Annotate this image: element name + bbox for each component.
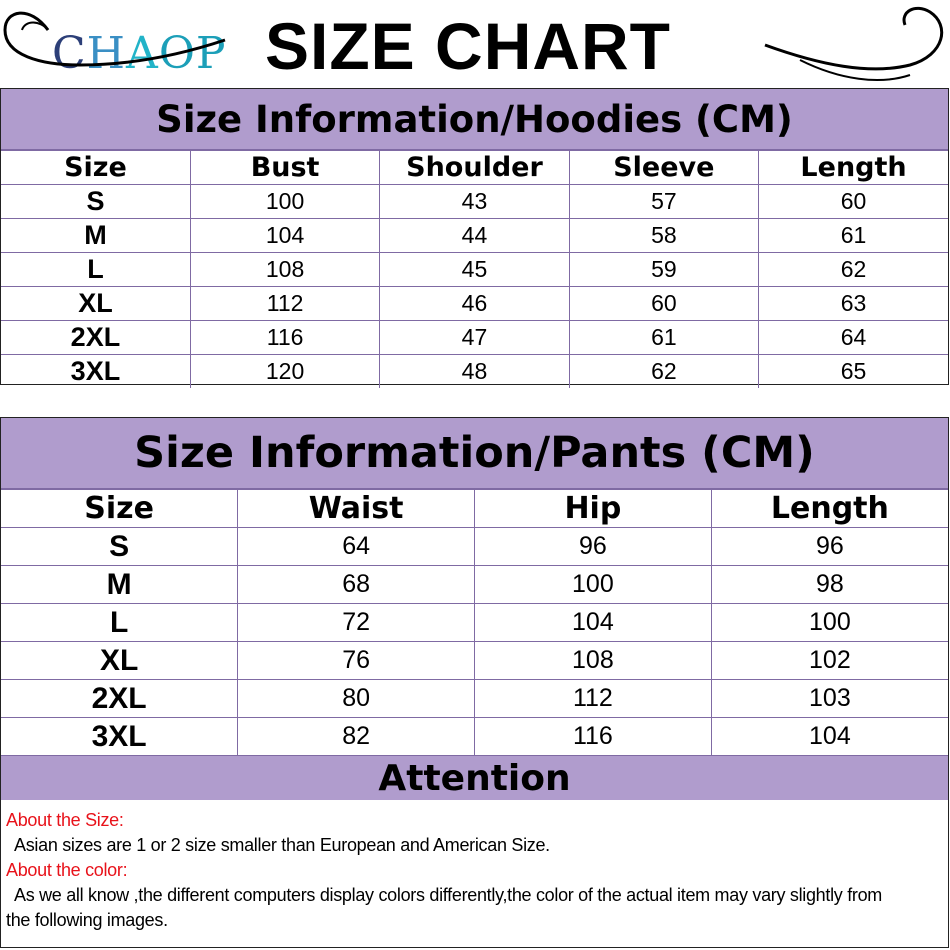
- measurement-cell: 44: [380, 219, 569, 253]
- column-header: Shoulder: [380, 151, 569, 185]
- size-cell: 3XL: [1, 718, 238, 756]
- measurement-cell: 62: [759, 253, 948, 287]
- pants-heading: Size Information/Pants (CM): [1, 418, 948, 489]
- table-row: [1, 253, 948, 287]
- measurement-cell: 104: [475, 604, 712, 642]
- hoodies-size-table: [0, 88, 949, 385]
- measurement-cell: 96: [711, 528, 948, 566]
- table-row: [1, 355, 948, 389]
- size-cell: L: [1, 604, 238, 642]
- measurement-cell: 72: [238, 604, 475, 642]
- measurement-cell: 48: [380, 355, 569, 389]
- measurement-cell: 80: [238, 680, 475, 718]
- measurement-cell: 108: [475, 642, 712, 680]
- color-note-text: As we all know ,the different computers display colors differently,the color of the actual item may vary slightly from: [14, 885, 882, 905]
- attention-notes: [1, 800, 948, 933]
- left-swirl-ornament: [0, 0, 230, 90]
- measurement-cell: 61: [569, 321, 758, 355]
- measurement-cell: 102: [711, 642, 948, 680]
- right-swirl-ornament: [760, 0, 950, 90]
- size-cell: 2XL: [1, 321, 190, 355]
- measurement-cell: 43: [380, 185, 569, 219]
- table-row: [1, 185, 948, 219]
- table-row: [1, 680, 948, 718]
- size-cell: S: [1, 185, 190, 219]
- size-cell: M: [1, 219, 190, 253]
- column-header: Size: [1, 490, 238, 528]
- size-cell: 3XL: [1, 355, 190, 389]
- measurement-cell: 45: [380, 253, 569, 287]
- logo-letter: A: [126, 28, 159, 79]
- logo-letter: OP: [158, 28, 227, 79]
- color-note-text-continued: the following images.: [6, 910, 168, 930]
- measurement-cell: 116: [475, 718, 712, 756]
- table-row: [1, 219, 948, 253]
- column-header: Length: [711, 490, 948, 528]
- measurement-cell: 60: [759, 185, 948, 219]
- size-cell: L: [1, 253, 190, 287]
- logo-letter: H: [86, 28, 127, 79]
- size-cell: 2XL: [1, 680, 238, 718]
- size-cell: M: [1, 566, 238, 604]
- measurement-cell: 62: [569, 355, 758, 389]
- table-row: [1, 642, 948, 680]
- column-header: Sleeve: [569, 151, 758, 185]
- measurement-cell: 46: [380, 287, 569, 321]
- size-cell: S: [1, 528, 238, 566]
- measurement-cell: 104: [711, 718, 948, 756]
- column-header: Hip: [475, 490, 712, 528]
- pants-header-row: [1, 490, 948, 528]
- measurement-cell: 82: [238, 718, 475, 756]
- table-row: [1, 287, 948, 321]
- hoodies-header-row: [1, 151, 948, 185]
- table-row: [1, 528, 948, 566]
- size-cell: XL: [1, 642, 238, 680]
- measurement-cell: 64: [759, 321, 948, 355]
- measurement-cell: 100: [475, 566, 712, 604]
- table-row: [1, 321, 948, 355]
- measurement-cell: 68: [238, 566, 475, 604]
- logo-letter: C: [52, 28, 87, 79]
- measurement-cell: 112: [190, 287, 379, 321]
- measurement-cell: 104: [190, 219, 379, 253]
- pants-size-table: [0, 417, 949, 948]
- measurement-cell: 96: [475, 528, 712, 566]
- column-header: Size: [1, 151, 190, 185]
- measurement-cell: 100: [711, 604, 948, 642]
- measurement-cell: 60: [569, 287, 758, 321]
- measurement-cell: 47: [380, 321, 569, 355]
- measurement-cell: 76: [238, 642, 475, 680]
- measurement-cell: 98: [711, 566, 948, 604]
- size-note-label: About the Size:: [6, 810, 124, 830]
- measurement-cell: 58: [569, 219, 758, 253]
- measurement-cell: 112: [475, 680, 712, 718]
- measurement-cell: 108: [190, 253, 379, 287]
- column-header: Waist: [238, 490, 475, 528]
- size-note-text: Asian sizes are 1 or 2 size smaller than European and American Size.: [14, 835, 550, 855]
- measurement-cell: 65: [759, 355, 948, 389]
- measurement-cell: 57: [569, 185, 758, 219]
- hoodies-heading: Size Information/Hoodies (CM): [1, 89, 948, 150]
- attention-heading: Attention: [1, 755, 948, 800]
- measurement-cell: 100: [190, 185, 379, 219]
- hoodies-table: [1, 150, 948, 388]
- size-cell: XL: [1, 287, 190, 321]
- column-header: Bust: [190, 151, 379, 185]
- color-note-label: About the color:: [6, 860, 128, 880]
- measurement-cell: 120: [190, 355, 379, 389]
- measurement-cell: 116: [190, 321, 379, 355]
- measurement-cell: 59: [569, 253, 758, 287]
- table-row: [1, 718, 948, 756]
- table-row: [1, 566, 948, 604]
- table-row: [1, 604, 948, 642]
- page-title: SIZE CHART: [265, 9, 671, 83]
- column-header: Length: [759, 151, 948, 185]
- measurement-cell: 63: [759, 287, 948, 321]
- measurement-cell: 64: [238, 528, 475, 566]
- measurement-cell: 61: [759, 219, 948, 253]
- measurement-cell: 103: [711, 680, 948, 718]
- pants-table: [1, 489, 948, 755]
